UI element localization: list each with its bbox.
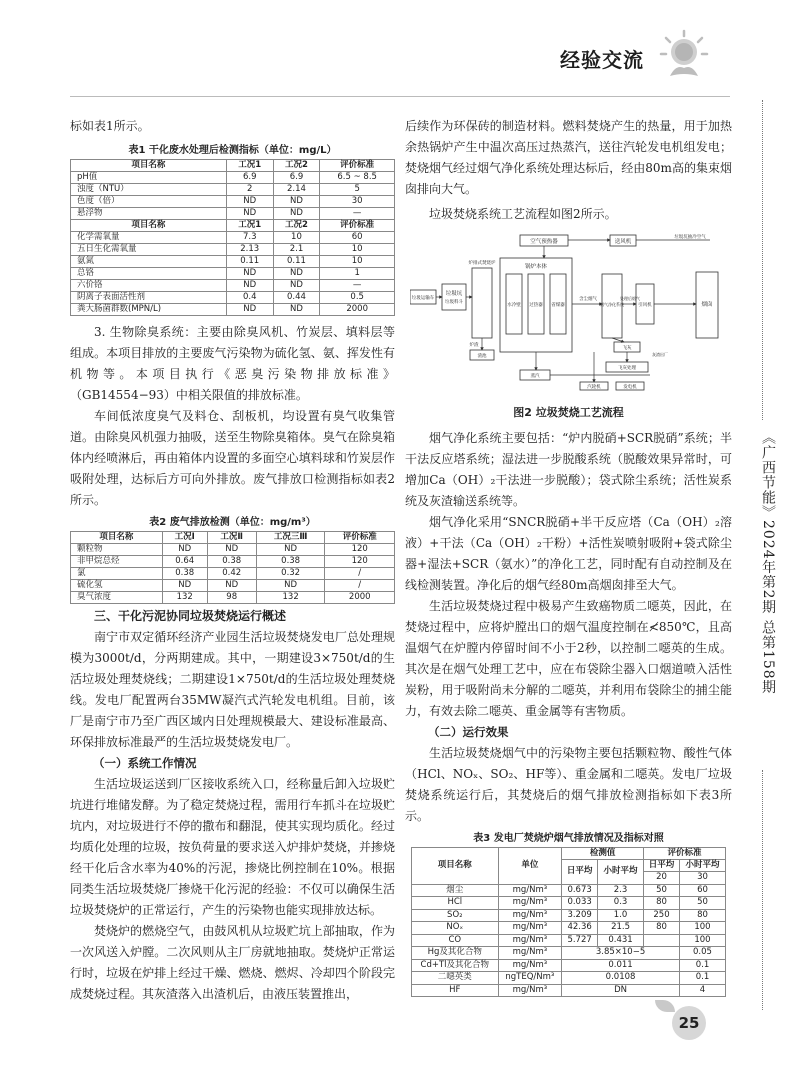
t3-head-standard: 评价标准 [644, 848, 726, 860]
fig-label-clean: 处理后烟气 [620, 296, 640, 301]
table-cell: DN [562, 984, 680, 997]
paragraph: 南宁市双定循环经济产业园生活垃圾焚烧发电厂总处理规模为3000t/d，分两期建成。其中，一期建设3×750t/d的生活垃圾处理焚烧线；二期建设1×750t/d的生活垃圾处理焚烧线。发电厂配置两台35MW凝汽式汽轮发电机组。目前，该厂是南宁市乃至广西区域内日处理规模最大、建设标准最高、环保排放标准最严的生活垃圾焚烧发电厂。 [70, 630, 395, 749]
table-cell: 3.85×10−5 [562, 947, 680, 960]
t3-head-day: 日平均 [562, 860, 598, 885]
paragraph: 垃圾焚烧系统工艺流程如图2所示。 [429, 207, 617, 221]
table-cell: ND [226, 268, 273, 280]
section-heading: 三、干化污泥协同垃圾焚烧运行概述 [94, 609, 287, 623]
table-header-row [71, 160, 395, 172]
t3-head-measured: 检测值 [562, 848, 644, 860]
table-cell: 悬浮物 [71, 208, 227, 220]
table-cell: ND [226, 280, 273, 292]
table-cell: mg/Nm³ [498, 984, 562, 997]
table-cell: 硫化氢 [71, 580, 163, 592]
table-cell: 80 [644, 897, 680, 910]
table-cell: 10 [320, 256, 395, 268]
table-row [71, 568, 395, 580]
paragraph: 车间低浓度臭气及料仓、刮板机，均设置有臭气收集管道。由除臭风机强力抽吸，送至生物除臭箱体。臭气在除臭箱体内经喷淋后，再由箱体内设置的多面空心填料球和竹炭层作吸附处理，达标后方可向外排放。废气排放口检测指标如表2所示。 [70, 409, 395, 507]
table-cell: 10 [320, 244, 395, 256]
table-1-caption: 表1 干化废水处理后检测指标（单位：mg/L） [128, 145, 337, 156]
table-row [71, 580, 395, 592]
table-cell: 1.0 [598, 909, 644, 922]
table-header-cell: 工况三Ⅲ [256, 532, 325, 544]
table-cell: 3.209 [562, 909, 598, 922]
table-row [71, 292, 395, 304]
table-cell: ND [226, 304, 273, 316]
table-cell: 80 [644, 922, 680, 935]
table-row [71, 544, 395, 556]
table-cell: 132 [162, 592, 207, 604]
leaf-decoration [655, 1000, 675, 1012]
fig-label-scrubber: 烟气净化系统 [600, 302, 624, 307]
table-row [71, 196, 395, 208]
table-row [71, 232, 395, 244]
fig-label-furnace: 炉排式焚烧炉 [468, 261, 496, 266]
table-cell: mg/Nm³ [498, 909, 562, 922]
table-header-row [71, 532, 395, 544]
table-cell: 二噁英类 [412, 972, 499, 985]
table-cell: 5.727 [562, 934, 598, 947]
table-cell: 0.11 [226, 256, 273, 268]
fig-label-fan: 送风机 [614, 239, 632, 245]
table-row [412, 947, 726, 960]
table-cell: ND [273, 208, 320, 220]
table-cell: 4 [679, 984, 725, 997]
paragraph: 烟气净化系统主要包括：“炉内脱硝+SCR脱硝”系统；半干法反应塔系统；湿法进一步脱酸系统（脱酸效果异常时，可增加Ca（OH）₂干法进一步脱酸）；袋式除尘系统；活性炭系统及灰渣输送系统等。 [405, 431, 732, 508]
table-cell: 0.1 [679, 972, 725, 985]
fig-label-superheater: 过热器 [529, 303, 543, 308]
table-cell: 臭气浓度 [71, 592, 163, 604]
table-row [412, 984, 726, 997]
table-3-caption: 表3 发电厂焚烧炉烟气排放情况及指标对照 [473, 833, 664, 844]
table-row [412, 909, 726, 922]
table-cell: 132 [256, 592, 325, 604]
side-dotted-line-bottom [762, 770, 763, 1010]
table-cell: NOₓ [412, 922, 499, 935]
table-cell: 6.9 [226, 172, 273, 184]
fig-label-truck: 垃圾运输车 [411, 296, 435, 301]
table-cell: mg/Nm³ [498, 947, 562, 960]
table-cell: 100 [679, 922, 725, 935]
table-cell: HCl [412, 897, 499, 910]
table-cell: 0.1 [679, 959, 725, 972]
fig-label-economizer: 省煤器 [551, 303, 565, 308]
fig-label-turbine: 汽轮机 [587, 385, 601, 390]
fig-label-generator: 发电机 [623, 385, 637, 390]
table-row [71, 280, 395, 292]
t3-head-unit: 单位 [498, 848, 562, 885]
table-row [71, 268, 395, 280]
fig-label-flue: 含尘烟气 [579, 297, 597, 302]
figure-2-caption: 图2 垃圾焚烧工艺流程 [513, 406, 624, 419]
table-cell: 氯 [71, 568, 163, 580]
table-cell: — [320, 280, 395, 292]
paragraph: 烟气净化采用“SNCR脱硝+半干反应塔（Ca（OH）₂溶液）+干法（Ca（OH）₂干粉）+活性炭喷射吸附+袋式除尘器+湿法+SCR（氨水）”的净化工艺，同时配有自动控制及在线检测装置。净化后的烟气经80m高烟囱排至大气。 [405, 515, 732, 592]
table-header-cell: 项目名称 [71, 160, 227, 172]
table-cell: 2000 [320, 304, 395, 316]
fig-label-slag: 炉渣 [469, 343, 479, 348]
table-cell: 50 [679, 897, 725, 910]
table-row [412, 884, 726, 897]
table-header-cell: 工况1 [226, 220, 273, 232]
table-cell: 化学需氧量 [71, 232, 227, 244]
table-cell: ND [226, 208, 273, 220]
table-cell: 0.4 [226, 292, 273, 304]
table-cell: 1 [320, 268, 395, 280]
table-row [412, 934, 726, 947]
table-cell: 0.3 [598, 897, 644, 910]
table-cell: ND [207, 544, 256, 556]
table-cell: 浊度（NTU） [71, 184, 227, 196]
table-cell: — [320, 208, 395, 220]
table-cell: 烟尘 [412, 884, 499, 897]
table-cell: 6.9 [273, 172, 320, 184]
table-row [71, 256, 395, 268]
table-row [71, 304, 395, 316]
table-cell: 30 [320, 196, 395, 208]
table-cell: ND [256, 580, 325, 592]
fig-label-flyash: 飞灰 [622, 346, 632, 351]
table-cell: 0.11 [273, 256, 320, 268]
side-dotted-line-top [762, 100, 763, 420]
table-header-cell: 工况Ⅱ [207, 532, 256, 544]
table-header-row [71, 220, 395, 232]
t3-head-day2: 日平均 [644, 860, 680, 872]
table-cell: 0.0108 [562, 972, 680, 985]
table-cell: 0.05 [679, 947, 725, 960]
table-cell: ND [273, 280, 320, 292]
table-cell: / [325, 568, 395, 580]
fig-label-slagpit: 渣池 [477, 354, 487, 359]
right-column-bottom [405, 428, 732, 997]
table-cell: SO₂ [412, 909, 499, 922]
table-row [412, 959, 726, 972]
table-cell: 2.3 [598, 884, 644, 897]
table-cell: 0.64 [162, 556, 207, 568]
table-cell: 0.38 [162, 568, 207, 580]
table-cell: 7.3 [226, 232, 273, 244]
table-header-cell: 工况2 [273, 220, 320, 232]
table-cell: mg/Nm³ [498, 959, 562, 972]
section-title: 经验交流 [560, 48, 644, 72]
table-cell: 120 [325, 544, 395, 556]
table-row [412, 922, 726, 935]
table-cell: 2.14 [273, 184, 320, 196]
fig-label-air-preheater: 空气预热器 [530, 239, 558, 245]
table-cell: ND [207, 580, 256, 592]
paragraph: 生活垃圾运送到厂区接收系统入口，经称量后卸入垃圾贮坑进行堆储发酵。为了稳定焚烧过程，需用行车抓斗在垃圾贮坑内，对垃圾进行不停的撒布和翻混，使其实现均质化。经过均质化处理的垃圾，按负荷量的要求送入炉排炉焚烧，并掺烧经干化后含水率为40%的污泥，掺烧比例控制在10%。根据同类生活垃圾焚烧厂掺烧干化污泥的经验：不仅可以确保生活垃圾焚烧炉的正常运行，产生的污染物也能实现排放达标。 [70, 777, 395, 917]
table-2-caption: 表2 废气排放检测（单位：mg/m³） [149, 517, 316, 528]
table-cell: 粪大肠菌群数(MPN/L) [71, 304, 227, 316]
table-cell: mg/Nm³ [498, 922, 562, 935]
table-cell: 2 [226, 184, 273, 196]
table-cell: 10 [273, 232, 320, 244]
table-1-grid [70, 159, 395, 316]
left-column [70, 116, 395, 1005]
table-3 [405, 831, 732, 997]
table-cell: 60 [320, 232, 395, 244]
table-cell: 80 [679, 909, 725, 922]
journal-issue-vertical: 《广西节能》2024年第2期 总第158期 [760, 430, 776, 695]
table-cell: 60 [679, 884, 725, 897]
paragraph: 生活垃圾焚烧烟气中的污染物主要包括颗粒物、酸性气体（HCl、NOₓ、SO₂、HF等）、重金属和二噁英。发电厂垃圾焚烧系统运行后，其焚烧后的烟气排放检测指标如下表3所示。 [405, 746, 732, 823]
page-number: 25 [672, 1006, 706, 1040]
table-cell: mg/Nm³ [498, 884, 562, 897]
table-cell: 0.673 [562, 884, 598, 897]
table-row [71, 172, 395, 184]
table-row [71, 208, 395, 220]
table-header-cell: 评价标准 [320, 220, 395, 232]
t3-head-name: 项目名称 [412, 848, 499, 885]
fig-label-boiler: 锅炉本体 [524, 264, 548, 270]
fig-label-ash-out: 灰渣出厂 [652, 352, 668, 357]
fig-label-idfan: 引风机 [638, 303, 652, 308]
fig-label-extract: 垃圾坑抽冷空气 [674, 235, 706, 240]
fig-label-pit: 垃圾坑 [445, 291, 463, 297]
table-cell [644, 934, 680, 947]
table-cell: 六价铬 [71, 280, 227, 292]
table-cell: Hg及其化合物 [412, 947, 499, 960]
table-cell: 0.38 [207, 556, 256, 568]
table-cell: 5 [320, 184, 395, 196]
table-cell: 氨氮 [71, 256, 227, 268]
table-cell: CO [412, 934, 499, 947]
table-cell: 阴离子表面活性剂 [71, 292, 227, 304]
table-header-cell: 工况1 [226, 160, 273, 172]
fig-label-waterwall: 水冷壁 [507, 303, 521, 308]
subsection-heading: （二）运行效果 [428, 725, 509, 739]
fig-label-feeder: 垃圾料斗 [445, 300, 463, 305]
table-header-cell: 评价标准 [320, 160, 395, 172]
table-cell: 250 [644, 909, 680, 922]
table-cell: 0.033 [562, 897, 598, 910]
table-header-cell: 项目名称 [71, 220, 227, 232]
table-cell: mg/Nm³ [498, 934, 562, 947]
table-row [71, 244, 395, 256]
t3-std-hour-value: 30 [679, 872, 725, 885]
table-cell: 0.5 [320, 292, 395, 304]
table-cell: 0.42 [207, 568, 256, 580]
table-3-grid [411, 847, 726, 997]
table-header-cell: 项目名称 [71, 532, 163, 544]
table-cell: 98 [207, 592, 256, 604]
table-row [71, 556, 395, 568]
t3-head-hour2: 小时平均 [679, 860, 725, 872]
table-cell: ND [273, 268, 320, 280]
t3-head-hour: 小时平均 [598, 860, 644, 885]
table-cell: 100 [679, 934, 725, 947]
table-row [71, 184, 395, 196]
table-cell: / [325, 580, 395, 592]
subsection-heading: （一）系统工作情况 [93, 756, 197, 770]
table-cell: Cd+Tl及其化合物 [412, 959, 499, 972]
fig-label-steam: 蒸汽 [530, 374, 540, 379]
table-cell: 42.36 [562, 922, 598, 935]
table-cell: pH值 [71, 172, 227, 184]
table-cell: HF [412, 984, 499, 997]
table-cell: ND [226, 196, 273, 208]
table-cell: ngTEQ/Nm³ [498, 972, 562, 985]
table-cell: ND [256, 544, 325, 556]
table-cell: 50 [644, 884, 680, 897]
table-row [412, 972, 726, 985]
table-cell: 21.5 [598, 922, 644, 935]
fig-label-flyash-process: 飞灰处理 [618, 366, 636, 371]
table-cell: 0.32 [256, 568, 325, 580]
paragraph: 生活垃圾焚烧过程中极易产生致癌物质二噁英，因此，在焚烧过程中，应将炉膛出口的烟气温度控制在≮850℃，且高温烟气在炉膛内停留时间不小于2秒，以控制二噁英的生成。其次是在烟气处理工艺中，应在布袋除尘器入口烟道喷入活性炭粉，用于吸附尚未分解的二噁英，并利用布袋除尘的捕尘能力，有效去除二噁英、重金属等有害物质。 [405, 599, 732, 718]
table-cell: mg/Nm³ [498, 897, 562, 910]
table-header-cell: 工况Ⅰ [162, 532, 207, 544]
table-cell: 五日生化需氧量 [71, 244, 227, 256]
table-2-grid [70, 531, 395, 604]
table-cell: ND [273, 196, 320, 208]
table-cell: ND [162, 580, 207, 592]
table-cell: 2.1 [273, 244, 320, 256]
table-cell: 0.431 [598, 934, 644, 947]
process-flow-diagram [410, 232, 732, 392]
table-cell: 2000 [325, 592, 395, 604]
paragraph: 3. 生物除臭系统：主要由除臭风机、竹炭层、填料层等组成。本项目排放的主要废气污染物为硫化氢、氨、挥发性有机物等。本项目执行《恶臭污染物排放标准》（GB14554−93）中相关限值的排放标准。 [70, 325, 395, 402]
table-cell: ND [162, 544, 207, 556]
fig-label-chimney: 烟囱 [701, 302, 713, 308]
table-cell: 非甲烷总烃 [71, 556, 163, 568]
table-cell: ND [273, 304, 320, 316]
intro-line: 标如表1所示。 [70, 119, 150, 133]
right-column-top [405, 116, 732, 225]
table-cell: 色度（倍） [71, 196, 227, 208]
table-1 [70, 143, 395, 316]
table-row [71, 592, 395, 604]
t3-std-day-value: 20 [644, 872, 680, 885]
table-header-cell: 工况2 [273, 160, 320, 172]
table-row [412, 897, 726, 910]
header-rule [70, 96, 730, 97]
paragraph: 后续作为环保砖的制造材料。燃料焚烧产生的热量，用于加热余热锅炉产生中温次高压过热蒸汽，送往汽轮发电机组发电；焚烧烟气经过烟气净化系统处理达标后，经由80m高的集束烟囱排向大气。 [405, 119, 732, 196]
table-cell: 0.44 [273, 292, 320, 304]
table-cell: 2.13 [226, 244, 273, 256]
table-cell: 总铬 [71, 268, 227, 280]
table-cell: 颗粒物 [71, 544, 163, 556]
paragraph: 焚烧炉的燃烧空气，由鼓风机从垃圾贮坑上部抽取，作为一次风送入炉膛。二次风则从主厂房就地抽取。焚烧炉正常运行时，垃圾在炉排上经过干燥、燃烧、燃烬、冷却四个阶段完成焚烧过程。其灰渣落入出渣机后，由液压装置推出， [70, 924, 395, 1001]
table-cell: 120 [325, 556, 395, 568]
table-cell: 6.5 ~ 8.5 [320, 172, 395, 184]
table-cell: 0.38 [256, 556, 325, 568]
table-cell: 0.011 [562, 959, 680, 972]
table-2 [70, 515, 395, 604]
sun-leaf-logo [656, 28, 712, 84]
table-header-cell: 评价标准 [325, 532, 395, 544]
